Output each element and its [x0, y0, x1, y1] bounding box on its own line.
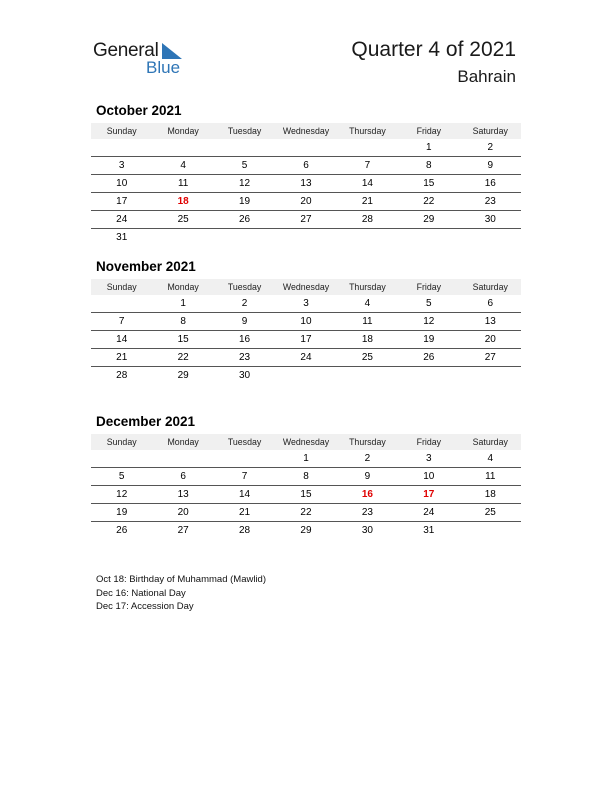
day-cell: 1	[275, 450, 336, 468]
weekday-label: Tuesday	[214, 279, 275, 295]
empty-day-cell	[152, 229, 213, 247]
week-row	[91, 211, 521, 229]
day-cell: 7	[91, 313, 152, 331]
empty-day-cell	[91, 450, 152, 468]
day-cell: 31	[116, 232, 128, 243]
holiday-day-cell: 18	[152, 193, 213, 211]
week-row	[91, 139, 521, 157]
empty-day-cell	[91, 139, 152, 157]
day-cell: 10	[398, 468, 459, 486]
day-cell: 18	[460, 486, 521, 504]
day-cell: 10	[91, 175, 152, 193]
day-cell: 30	[460, 211, 521, 229]
weekday-label: Saturday	[460, 123, 521, 139]
month-title: October 2021	[96, 103, 182, 118]
empty-day-cell	[275, 229, 336, 247]
day-cell: 22	[275, 504, 336, 522]
day-cell: 10	[275, 313, 336, 331]
holiday-day-cell: 17	[398, 486, 459, 504]
calendar-grid	[91, 279, 521, 384]
month-december	[91, 414, 521, 539]
day-cell: 14	[214, 486, 275, 504]
day-cell: 5	[91, 468, 152, 486]
weekday-label: Wednesday	[275, 123, 336, 139]
day-cell: 13	[152, 486, 213, 504]
day-cell: 15	[275, 486, 336, 504]
calendar-grid	[91, 123, 521, 246]
day-cell: 5	[214, 157, 275, 175]
day-cell: 6	[275, 157, 336, 175]
day-cell: 28	[116, 370, 128, 381]
empty-day-cell	[214, 229, 275, 247]
empty-day-cell	[460, 522, 521, 540]
day-cell: 2	[460, 139, 521, 157]
day-cell: 11	[337, 313, 398, 331]
day-cell: 25	[152, 211, 213, 229]
day-cell: 8	[398, 157, 459, 175]
weekday-label: Tuesday	[214, 434, 275, 450]
weekday-label: Saturday	[460, 279, 521, 295]
weekday-label: Saturday	[460, 434, 521, 450]
day-cell: 24	[275, 349, 336, 367]
day-cell: 2	[214, 295, 275, 313]
country-name: Bahrain	[457, 67, 516, 86]
week-row	[91, 450, 521, 468]
weekday-label: Friday	[398, 434, 459, 450]
day-cell: 21	[91, 349, 152, 367]
day-cell: 30	[361, 525, 373, 536]
day-cell: 25	[460, 504, 521, 522]
empty-day-cell	[275, 367, 336, 385]
logo-triangle-icon	[162, 43, 182, 59]
day-cell: 15	[152, 331, 213, 349]
weekday-label: Thursday	[337, 434, 398, 450]
day-cell: 27	[460, 349, 521, 367]
empty-day-cell	[152, 139, 213, 157]
day-cell: 19	[214, 193, 275, 211]
generalblue-logo	[93, 40, 193, 80]
month-title: December 2021	[96, 414, 196, 429]
weekday-header-row	[91, 123, 521, 139]
day-cell: 28	[238, 525, 251, 536]
day-cell: 21	[337, 193, 398, 211]
empty-day-cell	[337, 367, 398, 385]
day-cell: 22	[152, 349, 213, 367]
empty-day-cell	[275, 139, 336, 157]
weekday-label: Sunday	[91, 123, 152, 139]
empty-day-cell	[152, 450, 213, 468]
weekday-label: Friday	[398, 279, 459, 295]
day-cell: 19	[398, 331, 459, 349]
day-cell: 19	[91, 504, 152, 522]
day-cell: 9	[337, 468, 398, 486]
day-cell: 18	[337, 331, 398, 349]
day-cell: 23	[337, 504, 398, 522]
day-cell: 21	[214, 504, 275, 522]
day-cell: 3	[91, 157, 152, 175]
day-cell: 13	[275, 175, 336, 193]
day-cell: 23	[460, 193, 521, 211]
day-cell: 24	[398, 504, 459, 522]
empty-day-cell	[398, 367, 459, 385]
logo-word-general: General	[93, 40, 159, 61]
day-cell: 20	[275, 193, 336, 211]
holiday-note: Dec 17: Accession Day	[96, 601, 194, 613]
week-row	[91, 229, 521, 247]
month-november	[91, 259, 521, 384]
week-row	[91, 468, 521, 486]
week-row	[91, 313, 521, 331]
day-cell: 26	[214, 211, 275, 229]
weekday-label: Monday	[152, 123, 213, 139]
day-cell: 11	[460, 468, 521, 486]
day-cell: 1	[152, 295, 213, 313]
weekday-label: Monday	[152, 434, 213, 450]
day-cell: 6	[460, 295, 521, 313]
day-cell: 15	[398, 175, 459, 193]
day-cell: 4	[337, 295, 398, 313]
day-cell: 12	[398, 313, 459, 331]
day-cell: 20	[152, 504, 213, 522]
empty-day-cell	[460, 229, 521, 247]
empty-day-cell	[337, 139, 398, 157]
day-cell: 16	[214, 331, 275, 349]
empty-day-cell	[398, 229, 459, 247]
empty-day-cell	[91, 295, 152, 313]
day-cell: 25	[337, 349, 398, 367]
empty-day-cell	[337, 229, 398, 247]
day-cell: 29	[398, 211, 459, 229]
weekday-label: Monday	[152, 279, 213, 295]
day-cell: 7	[214, 468, 275, 486]
empty-day-cell	[214, 450, 275, 468]
week-row	[91, 486, 521, 504]
day-cell: 9	[460, 157, 521, 175]
day-cell: 17	[91, 193, 152, 211]
month-title: November 2021	[96, 259, 196, 274]
day-cell: 14	[91, 331, 152, 349]
day-cell: 30	[238, 370, 251, 381]
week-row	[91, 157, 521, 175]
week-row	[91, 522, 521, 540]
day-cell: 17	[275, 331, 336, 349]
weekday-label: Wednesday	[275, 434, 336, 450]
week-row	[91, 504, 521, 522]
holiday-note: Dec 16: National Day	[96, 587, 186, 599]
day-cell: 27	[177, 525, 189, 536]
day-cell: 4	[152, 157, 213, 175]
day-cell: 3	[275, 295, 336, 313]
weekday-label: Wednesday	[275, 279, 336, 295]
day-cell: 26	[116, 525, 128, 536]
day-cell: 24	[91, 211, 152, 229]
weekday-label: Thursday	[337, 279, 398, 295]
day-cell: 20	[460, 331, 521, 349]
day-cell: 29	[300, 525, 312, 536]
weekday-label: Sunday	[91, 434, 152, 450]
weekday-header-row	[91, 434, 521, 450]
day-cell: 14	[337, 175, 398, 193]
day-cell: 5	[398, 295, 459, 313]
day-cell: 7	[337, 157, 398, 175]
week-row	[91, 193, 521, 211]
day-cell: 9	[214, 313, 275, 331]
empty-day-cell	[460, 367, 521, 385]
day-cell: 27	[275, 211, 336, 229]
day-cell: 2	[337, 450, 398, 468]
holiday-note: Oct 18: Birthday of Muhammad (Mawlid)	[96, 574, 267, 585]
day-cell: 26	[398, 349, 459, 367]
week-row	[91, 367, 521, 385]
week-row	[91, 295, 521, 313]
week-row	[91, 175, 521, 193]
quarter-title: Quarter 4 of 2021	[351, 38, 516, 61]
day-cell: 22	[398, 193, 459, 211]
day-cell: 8	[275, 468, 336, 486]
weekday-label: Friday	[398, 123, 459, 139]
weekday-label: Sunday	[91, 279, 152, 295]
day-cell: 23	[214, 349, 275, 367]
weekday-label: Thursday	[337, 123, 398, 139]
day-cell: 12	[91, 486, 152, 504]
weekday-label: Tuesday	[214, 123, 275, 139]
day-cell: 4	[460, 450, 521, 468]
calendar-grid	[91, 434, 521, 539]
logo-word-blue: Blue	[146, 58, 181, 77]
day-cell: 8	[152, 313, 213, 331]
day-cell: 3	[398, 450, 459, 468]
day-cell: 11	[152, 175, 213, 193]
week-row	[91, 331, 521, 349]
day-cell: 1	[398, 139, 459, 157]
holiday-notes	[96, 573, 266, 614]
empty-day-cell	[214, 139, 275, 157]
day-cell: 13	[460, 313, 521, 331]
week-row	[91, 349, 521, 367]
day-cell: 12	[214, 175, 275, 193]
day-cell: 31	[423, 525, 435, 536]
day-cell: 28	[337, 211, 398, 229]
day-cell: 16	[460, 175, 521, 193]
day-cell: 6	[152, 468, 213, 486]
month-october	[91, 103, 521, 246]
weekday-header-row	[91, 279, 521, 295]
day-cell: 29	[177, 370, 189, 381]
holiday-day-cell: 16	[337, 486, 398, 504]
